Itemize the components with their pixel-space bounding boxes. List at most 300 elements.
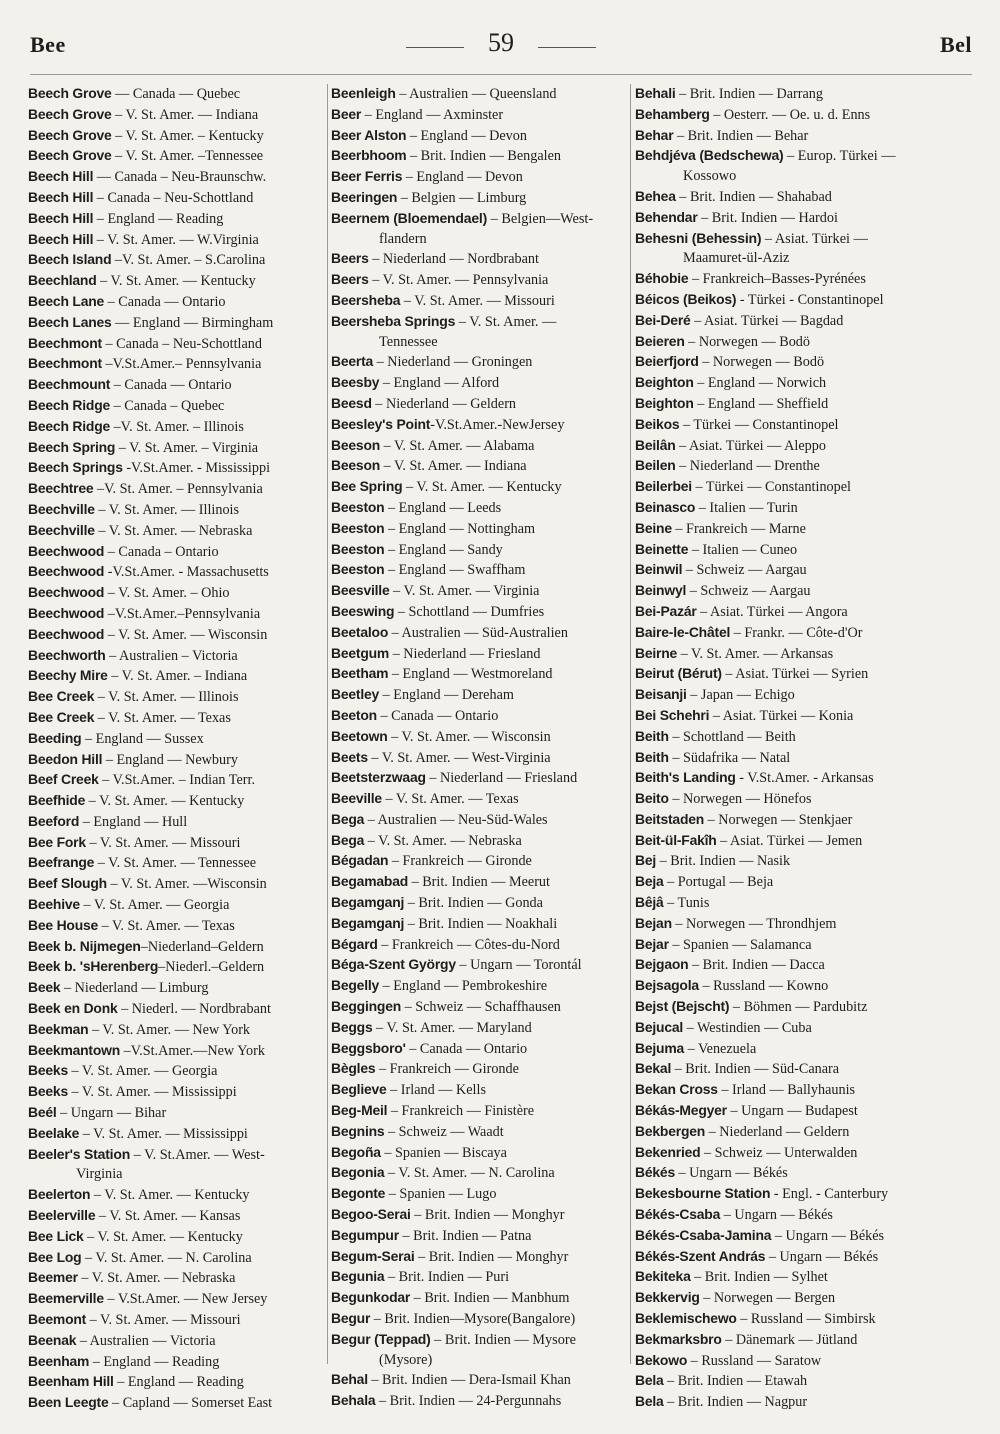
gazetteer-entry — [331, 935, 629, 956]
entry-headword: Bégadan — [331, 852, 389, 869]
entry-headword: Bee Creek — [28, 708, 95, 725]
gazetteer-entry — [635, 332, 933, 353]
entry-headword: Bekenried — [635, 1143, 701, 1160]
gazetteer-entry — [635, 105, 933, 126]
gazetteer-entry — [28, 209, 326, 230]
entry-headword: Beech Hill — [28, 168, 94, 185]
gazetteer-entry — [331, 394, 629, 415]
entry-location: – Frankr. — Côte-d'Or — [730, 624, 863, 641]
entry-headword: Begelly — [331, 977, 380, 994]
entry-location: – Niederland — Limburg — [60, 980, 209, 997]
gazetteer-entry — [331, 893, 629, 914]
entry-location: – Ungarn — Budapest — [726, 1103, 858, 1120]
entry-headword: Bei-Deré — [635, 311, 691, 328]
gazetteer-entry — [28, 770, 326, 791]
entry-location: – Russland — Simbirsk — [736, 1311, 876, 1328]
entry-headword: Beisanji — [635, 686, 687, 703]
entry-location: – V. St. Amer. — Missouri — [86, 1312, 241, 1329]
entry-location: – Brit. Indien — Noakhali — [404, 915, 558, 932]
entry-headword: Beersheba Springs — [331, 312, 456, 329]
running-head-right: Bel — [939, 32, 972, 57]
gazetteer-entry — [331, 664, 629, 685]
entry-headword: Beech Grove — [28, 105, 112, 122]
entry-headword: Beierfjord — [635, 353, 699, 370]
gazetteer-entry — [28, 167, 326, 188]
gazetteer-entry — [635, 1351, 933, 1372]
gazetteer-entry — [331, 789, 629, 810]
gazetteer-entry — [28, 479, 326, 500]
entry-location: — Canada – Neu-Braunschw. — [93, 169, 267, 186]
entry-headword: Beith — [635, 748, 669, 765]
column-3 — [630, 84, 935, 1411]
entry-headword: Beit-ül-Fakîh — [635, 831, 717, 848]
gazetteer-entry — [331, 997, 629, 1018]
gazetteer-entry — [28, 354, 326, 375]
entry-headword: Beer Ferris — [331, 168, 403, 185]
entry-headword: Beechwood — [28, 542, 105, 559]
gazetteer-entry — [28, 978, 326, 999]
entry-location: –V. St. Amer. – S.Carolina — [111, 252, 266, 269]
entry-headword: Beilerbei — [635, 478, 692, 495]
entry-headword: Beith — [635, 727, 669, 744]
entry-headword: Begamganj — [331, 894, 405, 911]
entry-location: – Ungarn — Torontál — [455, 957, 582, 974]
entry-headword: Beerta — [331, 353, 374, 370]
gazetteer-entry — [28, 583, 326, 604]
gazetteer-entry — [635, 1371, 933, 1392]
entry-headword: Bee House — [28, 916, 99, 933]
entry-location: – V. St. Amer. — Missouri — [400, 292, 555, 309]
entry-location: – England — Reading — [93, 210, 224, 227]
entry-location: – England — Sheffield — [693, 395, 829, 412]
gazetteer-entry — [331, 84, 629, 105]
entry-headword: Beef Creek — [28, 771, 99, 788]
entry-headword: Beech Ridge — [28, 417, 111, 434]
entry-location: – V. St. Amer. — Texas — [381, 791, 519, 808]
entry-location: – V. St. Amer. — Nebraska — [94, 522, 253, 539]
entry-location: – Schweiz — Aargau — [682, 562, 807, 579]
entry-headword: Bekkervig — [635, 1289, 700, 1306]
entry-location: – Brit. Indien—Mysore(Bangalore) — [370, 1311, 576, 1328]
gazetteer-entry — [28, 313, 326, 334]
entry-location: – Frankreich — Finistère — [387, 1103, 535, 1120]
page-number: 59 — [488, 28, 514, 57]
entry-headword: Beeks — [28, 1083, 68, 1100]
entry-headword: Begunkodar — [331, 1289, 411, 1306]
gazetteer-entry — [331, 1163, 629, 1184]
gazetteer-entry — [28, 334, 326, 355]
gazetteer-entry — [28, 708, 326, 729]
gazetteer-entry — [635, 914, 933, 935]
entry-location: – Canada — Ontario — [104, 293, 226, 310]
entry-location: – V. St. Amer. — Mississippi — [79, 1125, 248, 1142]
entry-location: - Engl. - Canterbury — [770, 1186, 889, 1203]
entry-headword: Beemer — [28, 1269, 78, 1286]
entry-headword: Bègles — [331, 1060, 376, 1077]
entry-location: – Australien — Queensland — [395, 86, 557, 102]
gazetteer-entry — [635, 893, 933, 914]
entry-headword: Behal — [331, 1371, 368, 1388]
gazetteer-entry — [331, 810, 629, 831]
gazetteer-entry — [635, 208, 933, 229]
entry-location: – Asiat. Türkei — Angora — [696, 603, 848, 620]
entry-location: – Südafrika — Natal — [668, 749, 791, 766]
entry-headword: Beechworth — [28, 646, 106, 663]
gazetteer-entry — [331, 976, 629, 997]
gazetteer-entry — [28, 1041, 326, 1062]
entry-location: – V. St. Amer. — Georgia — [67, 1063, 218, 1080]
entry-location: – V. St. Amer. – Indiana — [107, 668, 248, 685]
gazetteer-entry — [635, 1392, 933, 1413]
gazetteer-entry — [635, 311, 933, 332]
gazetteer-entry — [28, 417, 326, 438]
entry-location: – V. St. Amer. — Arkansas — [677, 645, 834, 662]
gazetteer-entry — [331, 1370, 629, 1391]
gazetteer-entry — [28, 1310, 326, 1331]
entry-location: – Schweiz — Aargau — [686, 583, 811, 600]
gazetteer-entry — [635, 373, 933, 394]
gazetteer-entry — [28, 1227, 326, 1248]
entry-headword: Beeler's Station — [28, 1145, 131, 1162]
entry-location: – England — Dereham — [379, 687, 514, 704]
entry-location: – Belgien—West- — [487, 210, 594, 227]
entry-headword: Beech Spring — [28, 438, 116, 455]
gazetteer-entry — [28, 1082, 326, 1103]
gazetteer-entry — [635, 1143, 933, 1164]
entry-location: – Brit. Indien — Monghyr — [414, 1248, 569, 1265]
entry-headword: Beeford — [28, 812, 80, 829]
entry-location: – V. St. Amer. — Kentucky — [85, 793, 245, 810]
gazetteer-entry — [28, 1145, 328, 1186]
entry-location: – V. St. Amer. — Indiana — [111, 106, 259, 123]
gazetteer-entry — [28, 895, 326, 916]
gazetteer-entry — [635, 935, 933, 956]
entry-location: – Ungarn — Békés — [674, 1165, 788, 1182]
entry-headword: Begumpur — [331, 1226, 399, 1243]
entry-location: – V. St. Amer. —Wisconsin — [106, 876, 267, 893]
gazetteer-entry — [28, 1061, 326, 1082]
entry-location: – England — Nottingham — [384, 520, 536, 537]
entry-location: – V. St. Amer. — Nebraska — [364, 832, 522, 849]
entry-headword: Béicos (Beikos) — [635, 290, 737, 307]
entry-location: – Brit. Indien — Etawah — [663, 1373, 808, 1390]
entry-headword: Bee Log — [28, 1248, 82, 1265]
gazetteer-entry — [28, 146, 326, 167]
gazetteer-entry — [331, 581, 629, 602]
entry-location: – Asiat. Türkei — Bagdad — [690, 312, 844, 329]
entry-headword: Beech Grove — [28, 147, 112, 164]
entry-location: – Asiat. Türkei — — [761, 230, 868, 247]
gazetteer-entry — [28, 1124, 326, 1145]
entry-headword: Beechmont — [28, 355, 102, 372]
entry-headword: Beemerville — [28, 1290, 104, 1307]
gazetteer-entry — [635, 146, 935, 187]
entry-location: – Ungarn — Bihar — [56, 1105, 167, 1122]
entry-location: – Australien – Victoria — [105, 647, 238, 664]
entry-headword: Baire-le-Châtel — [635, 623, 731, 640]
entry-headword: Beelerville — [28, 1207, 96, 1224]
entry-headword: Bejgaon — [635, 956, 689, 973]
entry-location: – V. St. Amer. — Pennsylvania — [368, 272, 549, 289]
gazetteer-entry — [331, 831, 629, 852]
entry-headword: Beirut (Bérut) — [635, 665, 722, 682]
gazetteer-entry — [331, 209, 631, 250]
entry-location: – V. St. Amer. — Indiana — [380, 458, 527, 475]
entry-location: -V.St.Amer.-NewJersey — [430, 416, 565, 433]
entry-headword: Beek b. 'sHerenberg — [28, 958, 159, 975]
entry-location: – Norwegen — Bodö — [698, 354, 825, 371]
entry-location: –V.St.Amer.–Pennsylvania — [104, 605, 261, 622]
gazetteer-entry — [635, 1018, 933, 1039]
entry-location: – V. St. Amer. — Georgia — [79, 897, 230, 914]
entry-headword: Beerbhoom — [331, 147, 407, 164]
entry-headword: Békés-Csaba — [635, 1206, 721, 1223]
entry-location: – Brit. Indien — Behar — [673, 127, 809, 144]
gazetteer-entry — [331, 914, 629, 935]
entry-headword: Beilân — [635, 436, 676, 453]
entry-location: – Norwegen — Bodö — [684, 333, 811, 350]
entry-continuation: flandern — [379, 230, 427, 247]
entry-headword: Beech Hill — [28, 209, 94, 226]
gazetteer-entry — [331, 291, 629, 312]
gazetteer-entry — [28, 646, 326, 667]
entry-location: – England — Axminster — [361, 106, 504, 123]
entry-headword: Beenham — [28, 1352, 90, 1369]
entry-headword: Beefhide — [28, 792, 86, 809]
gazetteer-entry — [28, 105, 326, 126]
entry-headword: Beg-Meil — [331, 1102, 388, 1119]
entry-location: – V. St. Amer. – Kentucky — [111, 127, 264, 144]
entry-headword: Beechwood — [28, 604, 105, 621]
entry-location: –V.St.Amer.—New York — [120, 1042, 265, 1059]
entry-location: – V. St. Amer. — Kansas — [95, 1208, 241, 1225]
entry-headword: Beetaloo — [331, 623, 389, 640]
entry-location: – Norwegen — Bergen — [699, 1290, 836, 1307]
gazetteer-entry — [28, 1268, 326, 1289]
entry-headword: Beers — [331, 250, 369, 267]
entry-location: – Irland — Ballyhaunis — [717, 1082, 856, 1099]
entry-location: – Brit. Indien — Mysore — [430, 1331, 576, 1348]
entry-headword: Begamabad — [331, 873, 409, 890]
entry-headword: Beine — [635, 519, 672, 536]
entry-location: – Asiat. Türkei — Aleppo — [675, 437, 826, 454]
entry-headword: Bekesbourne Station — [635, 1185, 771, 1202]
entry-headword: Bejsagola — [635, 977, 699, 994]
entry-location: – Schweiz — Schaffhausen — [401, 999, 561, 1016]
entry-headword: Begnins — [331, 1122, 385, 1139]
entry-location: – Türkei — Constantinopel — [691, 479, 851, 496]
entry-location: – Europ. Türkei — — [783, 148, 896, 165]
page-header — [30, 28, 972, 68]
entry-headword: Beeks — [28, 1062, 68, 1079]
entry-headword: Bekmarksbro — [635, 1330, 722, 1347]
gazetteer-entry — [635, 851, 933, 872]
entry-headword: Behesni (Behessin) — [635, 229, 762, 246]
entry-location: – V. St. Amer. — Wisconsin — [104, 626, 268, 643]
gazetteer-entry — [635, 1309, 933, 1330]
entry-location: – V. St. Amer. — Kentucky — [83, 1228, 243, 1245]
entry-headword: Beinwil — [635, 561, 683, 578]
entry-location: – V. St. Amer. –Tennessee — [111, 148, 264, 165]
gazetteer-entry — [331, 415, 629, 436]
gazetteer-entry — [28, 604, 326, 625]
gazetteer-entry — [635, 706, 933, 727]
gazetteer-entry — [331, 167, 629, 188]
entry-location: – England — Devon — [406, 127, 527, 144]
entry-location: – Canada – Ontario — [104, 543, 219, 560]
gazetteer-entry — [635, 1163, 933, 1184]
gazetteer-entry — [331, 872, 629, 893]
gazetteer-entry — [331, 1018, 629, 1039]
entry-location: — England — Birmingham — [111, 314, 274, 331]
entry-location: – Brit. Indien — Shahabad — [675, 188, 832, 205]
entry-headword: Beighton — [635, 394, 694, 411]
gazetteer-entry — [331, 1039, 629, 1060]
gazetteer-entry — [28, 1206, 326, 1227]
entry-headword: Begonia — [331, 1164, 385, 1181]
entry-headword: Bejucal — [635, 1018, 684, 1035]
entry-headword: Begur (Teppad) — [331, 1330, 431, 1347]
gazetteer-entry — [635, 1122, 933, 1143]
gazetteer-entry — [331, 1143, 629, 1164]
entry-location: – V. St. Amer. – Virginia — [115, 439, 259, 456]
entry-continuation: Tennessee — [379, 333, 438, 350]
gazetteer-entry — [28, 292, 326, 313]
entry-location: – England — Sandy — [384, 541, 503, 558]
entry-location: – Brit. Indien — Sylhet — [690, 1269, 828, 1286]
entry-headword: Beersheba — [331, 291, 401, 308]
entry-location: – Brit. Indien — Manbhum — [410, 1290, 570, 1307]
entry-headword: Beito — [635, 790, 669, 807]
gazetteer-entry — [635, 1288, 933, 1309]
gazetteer-entry — [28, 230, 326, 251]
entry-location: – Schottland — Beith — [668, 728, 796, 745]
entry-location: – Niederland — Drenthe — [675, 458, 820, 475]
entry-location: – Frankreich — Marne — [671, 520, 806, 537]
entry-location: – Niederland — Groningen — [373, 354, 533, 371]
entry-location: – Venezuela — [684, 1040, 757, 1057]
entry-headword: Behdjéva (Bedschewa) — [635, 147, 784, 164]
entry-headword: Beetgum — [331, 644, 390, 661]
gazetteer-entry — [635, 810, 933, 831]
entry-headword: Bejst (Bejscht) — [635, 998, 730, 1015]
entry-location: – England — Newbury — [102, 751, 238, 768]
entry-location: – Frankreich — Gironde — [388, 853, 532, 870]
entry-location: – Italien — Cuneo — [688, 541, 798, 558]
gazetteer-entry — [331, 1205, 629, 1226]
entry-headword: Beech Hill — [28, 230, 94, 247]
entry-headword: Bekowo — [635, 1351, 688, 1368]
gazetteer-entry — [28, 937, 326, 958]
gazetteer-entry — [635, 290, 933, 311]
entry-continuation: Kossowo — [683, 168, 737, 185]
entry-headword: Bejan — [635, 914, 672, 931]
entry-location: – Brit. Indien — Meerut — [408, 874, 550, 891]
gazetteer-entry — [635, 976, 933, 997]
entry-headword: Beetsterzwaag — [331, 769, 426, 786]
entry-location: – Canada — Ontario — [376, 707, 499, 724]
entry-headword: Beechville — [28, 521, 95, 538]
entry-location: – Schweiz — Unterwalden — [700, 1144, 858, 1161]
gazetteer-entry — [331, 373, 629, 394]
gazetteer-entry — [635, 623, 933, 644]
column-1 — [28, 84, 328, 1414]
entry-headword: Beeton — [331, 706, 377, 723]
entry-headword: Beedon Hill — [28, 750, 103, 767]
gazetteer-entry — [28, 1393, 326, 1414]
gazetteer-entry — [635, 84, 933, 105]
entry-headword: Beer — [331, 105, 362, 122]
entry-headword: Bêjâ — [635, 894, 664, 911]
header-divider — [30, 74, 972, 75]
entry-headword: Bega — [331, 831, 365, 848]
entry-headword: Beek en Donk — [28, 1000, 118, 1017]
gazetteer-entry — [635, 1226, 933, 1247]
entry-continuation: (Mysore) — [379, 1351, 433, 1368]
gazetteer-entry — [635, 768, 933, 789]
entry-location: – England — Pembrokeshire — [379, 978, 548, 995]
gazetteer-entry — [331, 456, 629, 477]
entry-headword: Beeding — [28, 729, 82, 746]
entry-location: – England — Reading — [113, 1374, 244, 1391]
entry-headword: Beechwood — [28, 563, 105, 580]
entry-location: – V. St. Amer. — — [455, 313, 557, 330]
entry-location: – Asiat. Türkei — Syrien — [721, 666, 869, 683]
entry-location: — Canada — Quebec — [111, 86, 241, 102]
entry-headword: Beikos — [635, 415, 680, 432]
entry-headword: Bela — [635, 1372, 664, 1389]
entry-headword: Beech Grove — [28, 85, 112, 101]
gazetteer-entry — [28, 666, 326, 687]
entry-headword: Beech Island — [28, 251, 112, 268]
entry-location: – Frankreich–Basses-Pyrénées — [688, 271, 866, 288]
entry-location: – V. St. Amer. — N. Carolina — [384, 1165, 555, 1182]
entry-headword: Begunia — [331, 1268, 385, 1285]
entry-headword: Beefrange — [28, 854, 95, 871]
gazetteer-entry — [331, 498, 629, 519]
entry-location: – V. St. Amer. — W.Virginia — [93, 231, 259, 248]
gazetteer-entry — [635, 456, 933, 477]
gazetteer-entry — [331, 1267, 629, 1288]
gazetteer-entry — [635, 394, 933, 415]
entry-headword: Bejar — [635, 935, 669, 952]
gazetteer-entry — [28, 916, 326, 937]
entry-location: – V. St. Amer. — Kentucky — [90, 1187, 250, 1204]
entry-headword: Beggingen — [331, 998, 402, 1015]
entry-location: – Canada — Ontario — [405, 1040, 528, 1057]
gazetteer-entry — [28, 1372, 326, 1393]
entry-location: – Canada – Neu-Schottland — [101, 335, 262, 352]
gazetteer-entry — [635, 436, 933, 457]
entry-headword: Beechmont — [28, 334, 102, 351]
gazetteer-entry — [331, 312, 631, 353]
entry-headword: Beetley — [331, 686, 380, 703]
entry-headword: Beekmantown — [28, 1041, 121, 1058]
entry-headword: Beets — [331, 748, 368, 765]
entry-location: – Australien — Neu-Süd-Wales — [364, 811, 548, 828]
entry-location: – V. St. Amer. — Kentucky — [402, 479, 562, 496]
gazetteer-entry — [331, 602, 629, 623]
gazetteer-entry — [635, 477, 933, 498]
gazetteer-entry — [331, 146, 629, 167]
entry-location: – Italien — Turin — [695, 499, 798, 516]
entry-headword: Beech Lanes — [28, 313, 112, 330]
entry-headword: Bej — [635, 852, 657, 869]
entry-location: – V. St. Amer. — Missouri — [85, 834, 241, 851]
entry-headword: Beinasco — [635, 498, 696, 515]
entry-headword: Beetham — [331, 665, 389, 682]
gazetteer-entry — [635, 664, 933, 685]
